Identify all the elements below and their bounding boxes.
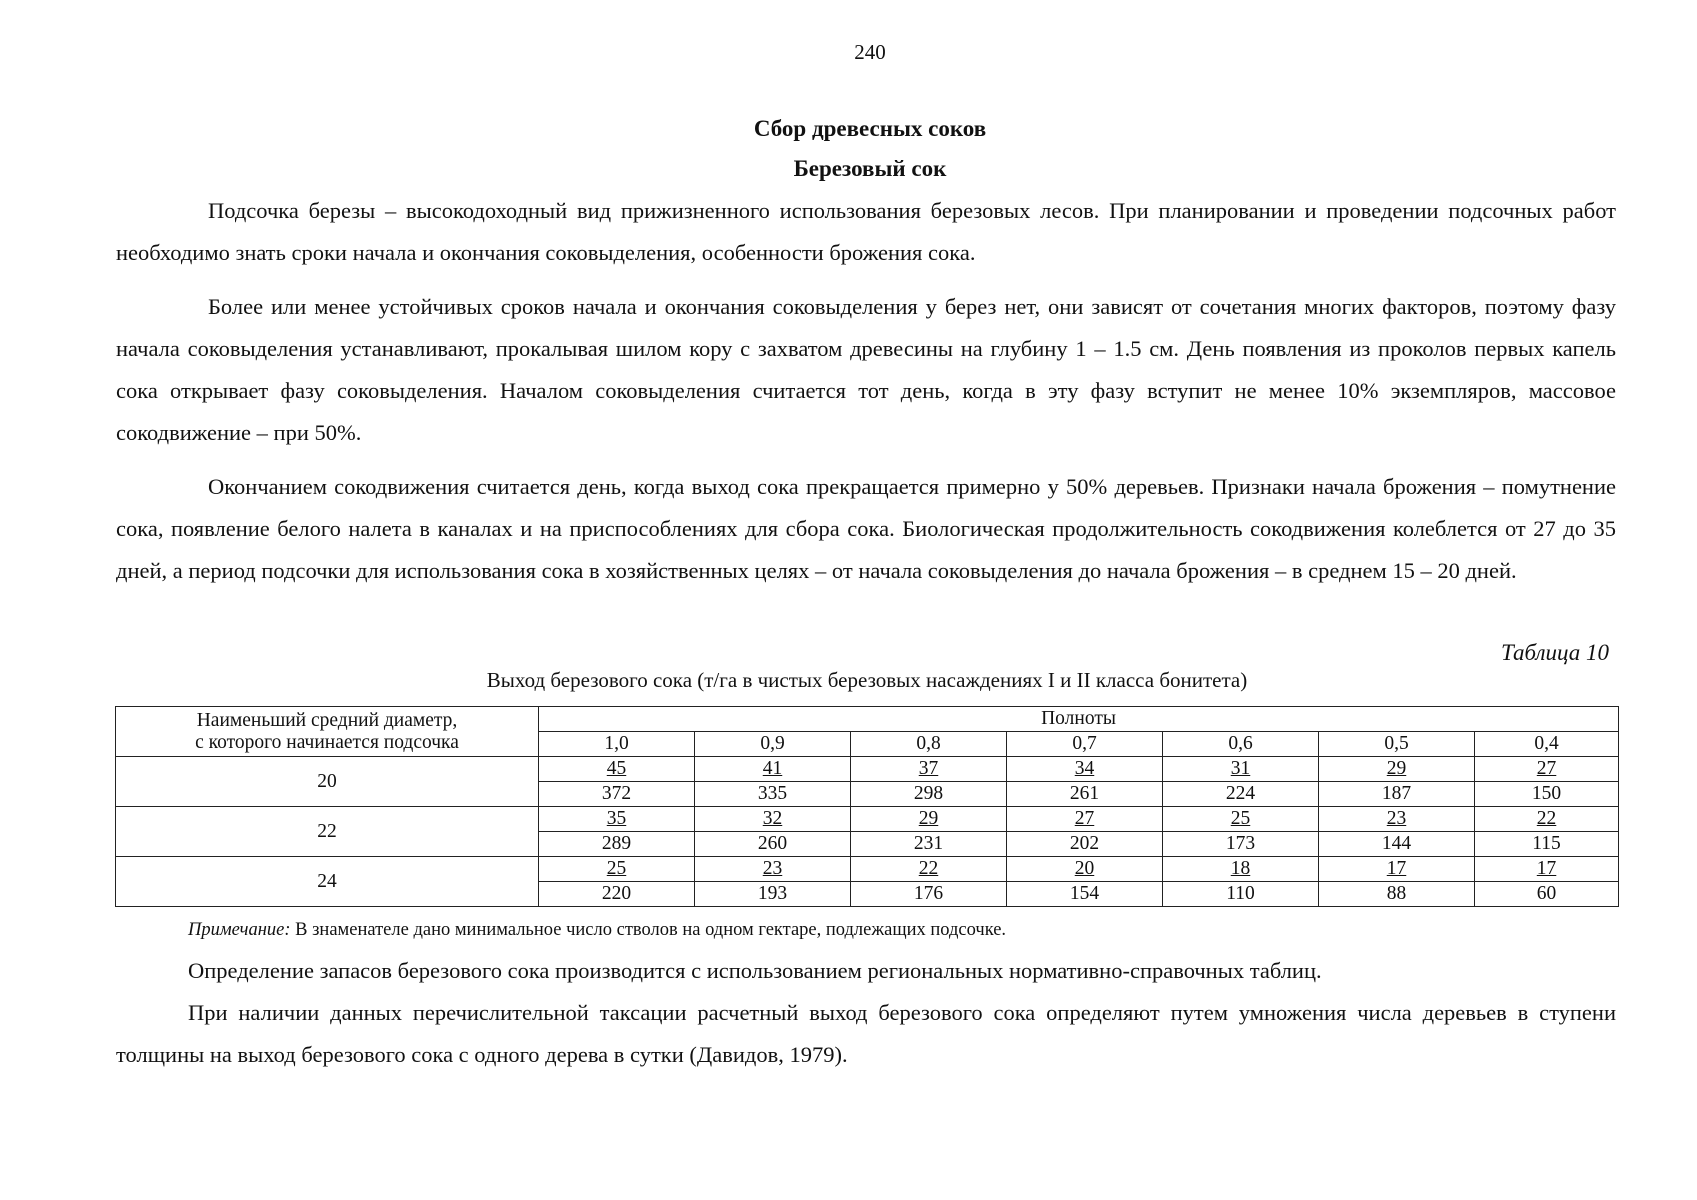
denominator-cell: 335	[695, 782, 851, 807]
numerator-cell: 34	[1007, 757, 1163, 782]
numerator-cell: 27	[1007, 807, 1163, 832]
note-text: В знаменателе дано минимальное число стволов на одном гектаре, подлежащих подсочке.	[290, 920, 1007, 940]
paragraph-2: Более или менее устойчивых сроков начала и окончания соковыделения у берез нет, они зависят от сочетания многих факторов, поэтому фазу начала соковыделения устанавливают, прокалывая шилом кору с захватом древесины на глубину 1 – 1.5 см. День появления из проколов первых капель сока открывает фазу соковыделения. Началом соковыделения считается тот день, когда в эту фазу вступит не менее 10% экземпляров, массовое сокодвижение – при 50%.	[116, 294, 1616, 445]
sap-yield-table	[115, 706, 1619, 907]
table-body	[116, 707, 1619, 907]
numerator-cell: 41	[695, 757, 851, 782]
numerator-cell: 23	[1319, 807, 1475, 832]
diameter-cell: 20	[116, 757, 539, 807]
paragraph-1: Подсочка березы – высокодоходный вид прижизненного использования березовых лесов. При планировании и проведении подсочных работ необходимо знать сроки начала и окончания соковыделения, особенности брожения сока.	[116, 198, 1616, 265]
numerator-cell: 27	[1475, 757, 1619, 782]
table-row-numerator	[116, 807, 1619, 832]
denominator-cell: 150	[1475, 782, 1619, 807]
denominator-cell: 144	[1319, 832, 1475, 857]
denominator-cell: 260	[695, 832, 851, 857]
diameter-cell: 22	[116, 807, 539, 857]
denominator-cell: 372	[539, 782, 695, 807]
denominator-cell: 193	[695, 882, 851, 907]
denominator-cell: 60	[1475, 882, 1619, 907]
table-row-numerator	[116, 857, 1619, 882]
numerator-cell: 17	[1475, 857, 1619, 882]
table-label: Таблица 10	[1500, 640, 1609, 665]
row-header-cell	[116, 707, 539, 757]
numerator-cell: 37	[851, 757, 1007, 782]
denominator-cell: 261	[1007, 782, 1163, 807]
numerator-cell: 29	[1319, 757, 1475, 782]
denominator-cell: 298	[851, 782, 1007, 807]
denominator-cell: 202	[1007, 832, 1163, 857]
density-column-header: 0,4	[1475, 732, 1619, 757]
numerator-cell: 31	[1163, 757, 1319, 782]
numerator-cell: 45	[539, 757, 695, 782]
numerator-cell: 22	[851, 857, 1007, 882]
numerator-cell: 35	[539, 807, 695, 832]
numerator-cell: 18	[1163, 857, 1319, 882]
numerator-cell: 17	[1319, 857, 1475, 882]
section-heading: Сбор древесных соков	[753, 116, 987, 141]
denominator-cell: 115	[1475, 832, 1619, 857]
row-header-line-2: с которого начинается подсочка	[195, 731, 459, 753]
note-label: Примечание:	[188, 920, 291, 940]
header-row	[116, 707, 1619, 732]
numerator-cell: 20	[1007, 857, 1163, 882]
diameter-cell: 24	[116, 857, 539, 907]
denominator-cell: 187	[1319, 782, 1475, 807]
table-note	[188, 920, 1006, 941]
paragraph-5: При наличии данных перечислительной таксации расчетный выход березового сока определяют путем умножения числа деревьев в ступени толщины на выход березового сока с одного дерева в сутки (Давидов, 1979).	[116, 1000, 1616, 1067]
denominator-cell: 88	[1319, 882, 1475, 907]
numerator-cell: 29	[851, 807, 1007, 832]
denominator-cell: 289	[539, 832, 695, 857]
paragraph-3: Окончанием сокодвижения считается день, когда выход сока прекращается примерно у 50% деревьев. Признаки начала брожения – помутнение сока, появление белого налета в каналах и на приспособлениях для сбора сока. Биологическая продолжительность сокодвижения колеблется от 27 до 35 дней, а период подсочки для использования сока в хозяйственных целях – от начала соковыделения до начала брожения – в среднем 15 – 20 дней.	[116, 474, 1616, 583]
numerator-cell: 25	[1163, 807, 1319, 832]
density-column-header: 1,0	[539, 732, 695, 757]
numerator-cell: 22	[1475, 807, 1619, 832]
denominator-cell: 176	[851, 882, 1007, 907]
density-column-header: 0,8	[851, 732, 1007, 757]
denominator-cell: 231	[851, 832, 1007, 857]
denominator-cell: 220	[539, 882, 695, 907]
density-column-header: 0,5	[1319, 732, 1475, 757]
table-row-numerator	[116, 757, 1619, 782]
density-column-header: 0,6	[1163, 732, 1319, 757]
numerator-cell: 25	[539, 857, 695, 882]
page-number: 240	[854, 40, 886, 64]
paragraph-4: Определение запасов березового сока производится с использованием региональных нормативно-справочных таблиц.	[188, 958, 1322, 983]
numerator-cell: 23	[695, 857, 851, 882]
section-subheading: Березовый сок	[793, 156, 947, 181]
denominator-cell: 154	[1007, 882, 1163, 907]
row-header-line-1: Наименьший средний диаметр,	[196, 709, 458, 731]
denominator-cell: 224	[1163, 782, 1319, 807]
density-column-header: 0,9	[695, 732, 851, 757]
density-group-header: Полноты	[539, 707, 1619, 732]
table-caption: Выход березового сока (т/га в чистых березовых насаждениях I и II класса бонитета)	[486, 668, 1248, 692]
numerator-cell: 32	[695, 807, 851, 832]
density-column-header: 0,7	[1007, 732, 1163, 757]
denominator-cell: 173	[1163, 832, 1319, 857]
denominator-cell: 110	[1163, 882, 1319, 907]
